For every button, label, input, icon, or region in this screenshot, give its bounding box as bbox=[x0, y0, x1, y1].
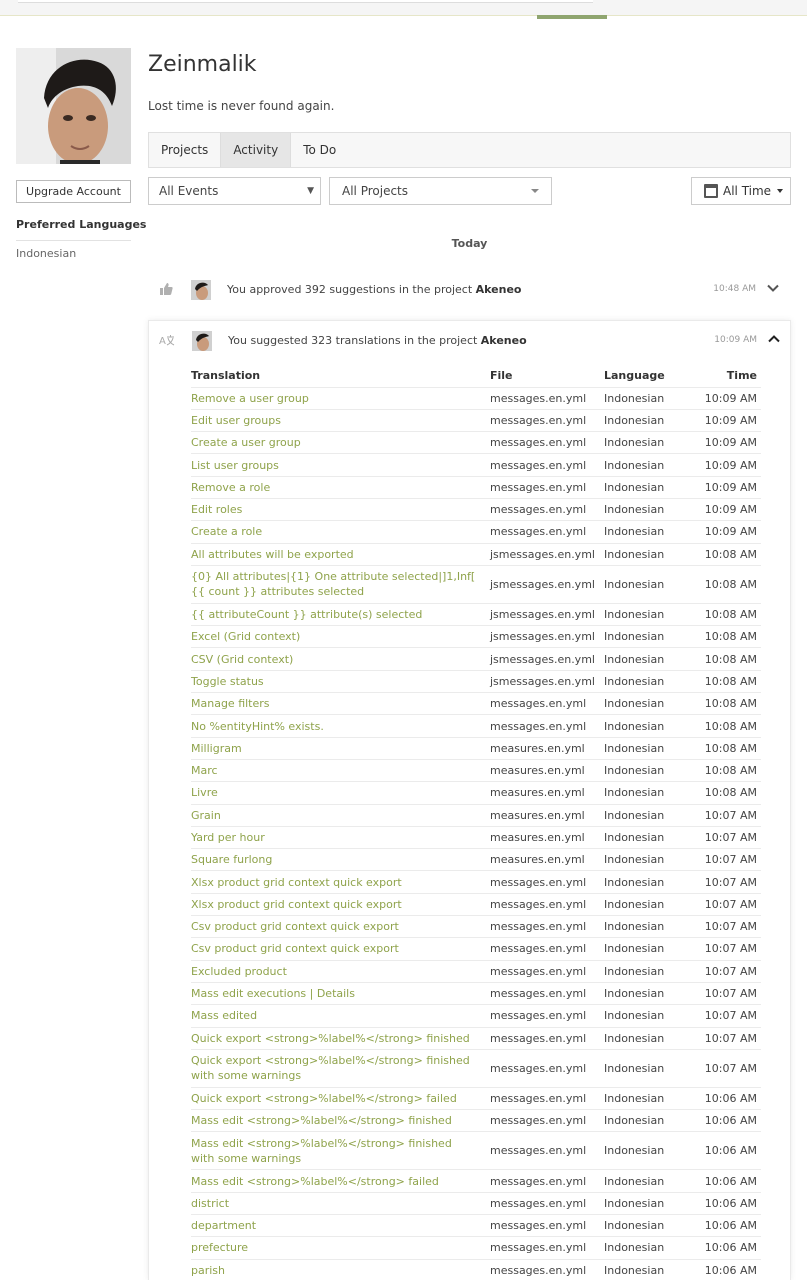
language-cell: Indonesian bbox=[604, 432, 704, 454]
table-row bbox=[191, 603, 761, 625]
table-row bbox=[191, 782, 761, 804]
translation-link[interactable]: List user groups bbox=[191, 454, 490, 476]
time-cell: 10:09 AM bbox=[704, 476, 761, 498]
table-row bbox=[191, 1027, 761, 1049]
table-row bbox=[191, 871, 761, 893]
language-cell: Indonesian bbox=[604, 1237, 704, 1259]
language-cell: Indonesian bbox=[604, 871, 704, 893]
time-cell: 10:06 AM bbox=[704, 1132, 761, 1170]
file-cell: messages.en.yml bbox=[490, 693, 604, 715]
language-cell: Indonesian bbox=[604, 1005, 704, 1027]
file-cell: messages.en.yml bbox=[490, 1110, 604, 1132]
time-cell: 10:07 AM bbox=[704, 1049, 761, 1087]
translation-link[interactable]: Mass edit <strong>%label%</strong> finished bbox=[191, 1110, 490, 1132]
table-row bbox=[191, 759, 761, 781]
language-cell: Indonesian bbox=[604, 938, 704, 960]
file-cell: messages.en.yml bbox=[490, 476, 604, 498]
file-cell: messages.en.yml bbox=[490, 982, 604, 1004]
file-cell: measures.en.yml bbox=[490, 826, 604, 848]
file-cell: measures.en.yml bbox=[490, 849, 604, 871]
top-navigation-bar bbox=[0, 0, 807, 16]
file-cell: messages.en.yml bbox=[490, 1237, 604, 1259]
table-row bbox=[191, 387, 761, 409]
language-cell: Indonesian bbox=[604, 521, 704, 543]
translation-link[interactable]: Mass edit <strong>%label%</strong> finished with some warnings bbox=[191, 1132, 490, 1170]
table-row bbox=[191, 916, 761, 938]
projects-filter-select[interactable] bbox=[329, 177, 552, 205]
translation-link[interactable]: Quick export <strong>%label%</strong> failed bbox=[191, 1087, 490, 1109]
translation-link[interactable]: Remove a role bbox=[191, 476, 490, 498]
time-cell: 10:06 AM bbox=[704, 1259, 761, 1280]
file-cell: messages.en.yml bbox=[490, 1049, 604, 1087]
language-cell: Indonesian bbox=[604, 670, 704, 692]
file-cell: messages.en.yml bbox=[490, 960, 604, 982]
tab-projects[interactable]: Projects bbox=[161, 143, 209, 157]
profile-tabs bbox=[148, 132, 791, 168]
column-header-file: File bbox=[490, 369, 513, 383]
language-cell: Indonesian bbox=[604, 1259, 704, 1280]
translation-link[interactable]: All attributes will be exported bbox=[191, 543, 490, 565]
translation-link[interactable]: district bbox=[191, 1192, 490, 1214]
column-header-language: Language bbox=[604, 369, 665, 383]
activity-text: You approved 392 suggestions in the project Akeneo bbox=[227, 283, 522, 296]
chevron-up-icon[interactable] bbox=[768, 333, 780, 346]
translation-link[interactable]: Manage filters bbox=[191, 693, 490, 715]
language-cell: Indonesian bbox=[604, 543, 704, 565]
file-cell: jsmessages.en.yml bbox=[490, 543, 604, 565]
table-row bbox=[191, 1237, 761, 1259]
translation-link[interactable]: Csv product grid context quick export bbox=[191, 938, 490, 960]
language-cell: Indonesian bbox=[604, 916, 704, 938]
language-cell: Indonesian bbox=[604, 498, 704, 520]
language-cell: Indonesian bbox=[604, 454, 704, 476]
table-row bbox=[191, 432, 761, 454]
table-row bbox=[191, 1005, 761, 1027]
table-row bbox=[191, 804, 761, 826]
active-nav-indicator bbox=[537, 15, 607, 19]
table-row bbox=[191, 565, 761, 603]
file-cell: messages.en.yml bbox=[490, 454, 604, 476]
time-cell: 10:09 AM bbox=[704, 498, 761, 520]
activity-project-link[interactable]: Akeneo bbox=[475, 283, 522, 296]
time-cell: 10:08 AM bbox=[704, 737, 761, 759]
translation-link[interactable]: Edit roles bbox=[191, 498, 490, 520]
events-filter-select[interactable] bbox=[148, 177, 321, 205]
time-cell: 10:07 AM bbox=[704, 1027, 761, 1049]
activity-time: 10:09 AM bbox=[714, 335, 757, 345]
time-cell: 10:08 AM bbox=[704, 670, 761, 692]
translation-link[interactable]: Create a user group bbox=[191, 432, 490, 454]
time-cell: 10:08 AM bbox=[704, 648, 761, 670]
file-cell: jsmessages.en.yml bbox=[490, 603, 604, 625]
file-cell: messages.en.yml bbox=[490, 1132, 604, 1170]
language-cell: Indonesian bbox=[604, 1110, 704, 1132]
time-cell: 10:07 AM bbox=[704, 938, 761, 960]
divider bbox=[16, 240, 131, 241]
table-row bbox=[191, 1170, 761, 1192]
language-cell: Indonesian bbox=[604, 1215, 704, 1237]
profile-name: Zeinmalik bbox=[148, 52, 257, 77]
day-heading: Today bbox=[451, 237, 488, 250]
translation-link[interactable]: Yard per hour bbox=[191, 826, 490, 848]
language-cell: Indonesian bbox=[604, 565, 704, 603]
translations-table bbox=[191, 365, 761, 1280]
time-cell: 10:06 AM bbox=[704, 1192, 761, 1214]
file-cell: messages.en.yml bbox=[490, 498, 604, 520]
svg-text:A: A bbox=[159, 336, 166, 347]
time-cell: 10:08 AM bbox=[704, 603, 761, 625]
file-cell: messages.en.yml bbox=[490, 1192, 604, 1214]
time-cell: 10:06 AM bbox=[704, 1170, 761, 1192]
translation-link[interactable]: Xlsx product grid context quick export bbox=[191, 893, 490, 915]
language-cell: Indonesian bbox=[604, 960, 704, 982]
activity-project-link[interactable]: Akeneo bbox=[480, 334, 527, 347]
table-row bbox=[191, 454, 761, 476]
activity-item bbox=[148, 270, 791, 310]
time-cell: 10:09 AM bbox=[704, 432, 761, 454]
table-row bbox=[191, 476, 761, 498]
file-cell: messages.en.yml bbox=[490, 871, 604, 893]
tab-activity[interactable]: Activity bbox=[220, 133, 291, 167]
language-cell: Indonesian bbox=[604, 804, 704, 826]
activity-detail-panel bbox=[148, 320, 791, 1280]
time-cell: 10:08 AM bbox=[704, 626, 761, 648]
table-row bbox=[191, 1132, 761, 1170]
table-row bbox=[191, 543, 761, 565]
table-row bbox=[191, 960, 761, 982]
language-cell: Indonesian bbox=[604, 715, 704, 737]
table-row bbox=[191, 693, 761, 715]
translation-link[interactable]: Remove a user group bbox=[191, 387, 490, 409]
translation-link[interactable]: Mass edited bbox=[191, 1005, 490, 1027]
time-cell: 10:08 AM bbox=[704, 715, 761, 737]
file-cell: messages.en.yml bbox=[490, 1215, 604, 1237]
time-cell: 10:09 AM bbox=[704, 454, 761, 476]
upgrade-account-button[interactable]: Upgrade Account bbox=[16, 180, 131, 203]
activity-text: You suggested 323 translations in the project Akeneo bbox=[228, 334, 527, 347]
translation-link[interactable]: Square furlong bbox=[191, 849, 490, 871]
file-cell: messages.en.yml bbox=[490, 409, 604, 431]
translation-link[interactable]: Mass edit executions | Details bbox=[191, 982, 490, 1004]
time-cell: 10:07 AM bbox=[704, 982, 761, 1004]
table-row bbox=[191, 938, 761, 960]
language-cell: Indonesian bbox=[604, 626, 704, 648]
file-cell: messages.en.yml bbox=[490, 893, 604, 915]
language-cell: Indonesian bbox=[604, 1170, 704, 1192]
language-cell: Indonesian bbox=[604, 1087, 704, 1109]
table-row bbox=[191, 521, 761, 543]
translation-link[interactable]: Marc bbox=[191, 759, 490, 781]
table-row bbox=[191, 849, 761, 871]
table-row bbox=[191, 1110, 761, 1132]
time-cell: 10:09 AM bbox=[704, 409, 761, 431]
file-cell: messages.en.yml bbox=[490, 1259, 604, 1280]
language-cell: Indonesian bbox=[604, 603, 704, 625]
preferred-language-item: Indonesian bbox=[16, 247, 77, 260]
time-filter-value: All Time bbox=[723, 184, 772, 198]
time-filter-button[interactable] bbox=[691, 177, 791, 205]
language-cell: Indonesian bbox=[604, 849, 704, 871]
chevron-down-icon: ▼ bbox=[307, 186, 314, 196]
user-avatar bbox=[192, 331, 212, 351]
time-cell: 10:07 AM bbox=[704, 1005, 761, 1027]
table-row bbox=[191, 982, 761, 1004]
file-cell: messages.en.yml bbox=[490, 916, 604, 938]
table-row bbox=[191, 1087, 761, 1109]
time-cell: 10:07 AM bbox=[704, 849, 761, 871]
table-row bbox=[191, 893, 761, 915]
profile-motto: Lost time is never found again. bbox=[148, 99, 335, 113]
time-cell: 10:08 AM bbox=[704, 782, 761, 804]
language-cell: Indonesian bbox=[604, 737, 704, 759]
calendar-icon bbox=[704, 184, 718, 198]
time-cell: 10:07 AM bbox=[704, 871, 761, 893]
translation-link[interactable]: CSV (Grid context) bbox=[191, 648, 490, 670]
table-row bbox=[191, 409, 761, 431]
file-cell: jsmessages.en.yml bbox=[490, 565, 604, 603]
file-cell: messages.en.yml bbox=[490, 1087, 604, 1109]
thumbs-up-icon bbox=[158, 282, 174, 298]
file-cell: messages.en.yml bbox=[490, 715, 604, 737]
table-row bbox=[191, 826, 761, 848]
time-cell: 10:06 AM bbox=[704, 1087, 761, 1109]
activity-time: 10:48 AM bbox=[713, 284, 756, 294]
table-row bbox=[191, 670, 761, 692]
file-cell: messages.en.yml bbox=[490, 387, 604, 409]
file-cell: messages.en.yml bbox=[490, 1005, 604, 1027]
time-cell: 10:07 AM bbox=[704, 916, 761, 938]
time-cell: 10:08 AM bbox=[704, 565, 761, 603]
time-cell: 10:06 AM bbox=[704, 1110, 761, 1132]
translation-link[interactable]: parish bbox=[191, 1259, 490, 1280]
table-row bbox=[191, 737, 761, 759]
language-cell: Indonesian bbox=[604, 826, 704, 848]
translation-link[interactable]: Edit user groups bbox=[191, 409, 490, 431]
translation-link[interactable]: No %entityHint% exists. bbox=[191, 715, 490, 737]
time-cell: 10:09 AM bbox=[704, 387, 761, 409]
translation-link[interactable]: Grain bbox=[191, 804, 490, 826]
language-cell: Indonesian bbox=[604, 387, 704, 409]
language-cell: Indonesian bbox=[604, 1049, 704, 1087]
translation-link[interactable]: Toggle status bbox=[191, 670, 490, 692]
column-header-time: Time bbox=[726, 369, 757, 383]
file-cell: jsmessages.en.yml bbox=[490, 670, 604, 692]
table-row bbox=[191, 648, 761, 670]
language-cell: Indonesian bbox=[604, 893, 704, 915]
translation-link[interactable]: {0} All attributes|{1} One attribute selected|]1,Inf[ {{ count }} attributes selected bbox=[191, 565, 490, 603]
translation-link[interactable]: Excel (Grid context) bbox=[191, 626, 490, 648]
language-cell: Indonesian bbox=[604, 1132, 704, 1170]
file-cell: messages.en.yml bbox=[490, 521, 604, 543]
translation-link[interactable]: prefecture bbox=[191, 1237, 490, 1259]
time-cell: 10:07 AM bbox=[704, 893, 761, 915]
projects-filter-value: All Projects bbox=[342, 184, 408, 198]
file-cell: messages.en.yml bbox=[490, 938, 604, 960]
language-cell: Indonesian bbox=[604, 693, 704, 715]
translation-link[interactable]: Csv product grid context quick export bbox=[191, 916, 490, 938]
table-row bbox=[191, 1192, 761, 1214]
translation-link[interactable]: department bbox=[191, 1215, 490, 1237]
language-cell: Indonesian bbox=[604, 782, 704, 804]
translations-table-body bbox=[191, 387, 761, 1280]
caret-down-icon bbox=[531, 189, 539, 193]
column-header-translation: Translation bbox=[191, 369, 261, 383]
time-cell: 10:07 AM bbox=[704, 804, 761, 826]
file-cell: measures.en.yml bbox=[490, 759, 604, 781]
translation-link[interactable]: Livre bbox=[191, 782, 490, 804]
file-cell: jsmessages.en.yml bbox=[490, 626, 604, 648]
translation-link[interactable]: Mass edit <strong>%label%</strong> failed bbox=[191, 1170, 490, 1192]
table-row bbox=[191, 715, 761, 737]
language-cell: Indonesian bbox=[604, 759, 704, 781]
caret-down-icon bbox=[777, 189, 783, 193]
table-header-row bbox=[191, 365, 761, 387]
file-cell: measures.en.yml bbox=[490, 804, 604, 826]
table-row bbox=[191, 1049, 761, 1087]
user-avatar bbox=[191, 280, 211, 300]
profile-avatar bbox=[16, 48, 131, 164]
events-filter-value: All Events bbox=[159, 184, 219, 198]
file-cell: measures.en.yml bbox=[490, 737, 604, 759]
language-cell: Indonesian bbox=[604, 648, 704, 670]
translation-link[interactable]: {{ attributeCount }} attribute(s) selected bbox=[191, 603, 490, 625]
table-row bbox=[191, 1215, 761, 1237]
activity-item bbox=[149, 321, 792, 361]
time-cell: 10:07 AM bbox=[704, 960, 761, 982]
language-cell: Indonesian bbox=[604, 409, 704, 431]
chevron-down-icon[interactable] bbox=[767, 282, 779, 295]
preferred-languages-title: Preferred Languages bbox=[16, 218, 147, 231]
translate-icon bbox=[159, 333, 175, 349]
translation-link[interactable]: Xlsx product grid context quick export bbox=[191, 871, 490, 893]
language-cell: Indonesian bbox=[604, 1192, 704, 1214]
translation-link[interactable]: Milligram bbox=[191, 737, 490, 759]
table-row bbox=[191, 498, 761, 520]
translation-link[interactable]: Quick export <strong>%label%</strong> finished bbox=[191, 1027, 490, 1049]
translation-link[interactable]: Create a role bbox=[191, 521, 490, 543]
file-cell: jsmessages.en.yml bbox=[490, 648, 604, 670]
time-cell: 10:08 AM bbox=[704, 543, 761, 565]
language-cell: Indonesian bbox=[604, 476, 704, 498]
time-cell: 10:06 AM bbox=[704, 1215, 761, 1237]
top-search-area bbox=[18, 0, 593, 3]
translation-link[interactable]: Quick export <strong>%label%</strong> finished with some warnings bbox=[191, 1049, 490, 1087]
table-row bbox=[191, 1259, 761, 1280]
time-cell: 10:07 AM bbox=[704, 826, 761, 848]
time-cell: 10:06 AM bbox=[704, 1237, 761, 1259]
translation-link[interactable]: Excluded product bbox=[191, 960, 490, 982]
table-row bbox=[191, 626, 761, 648]
time-cell: 10:09 AM bbox=[704, 521, 761, 543]
time-cell: 10:08 AM bbox=[704, 693, 761, 715]
file-cell: messages.en.yml bbox=[490, 1170, 604, 1192]
language-cell: Indonesian bbox=[604, 982, 704, 1004]
file-cell: messages.en.yml bbox=[490, 1027, 604, 1049]
tab-to-do[interactable]: To Do bbox=[303, 143, 337, 157]
language-cell: Indonesian bbox=[604, 1027, 704, 1049]
file-cell: messages.en.yml bbox=[490, 432, 604, 454]
time-cell: 10:08 AM bbox=[704, 759, 761, 781]
file-cell: measures.en.yml bbox=[490, 782, 604, 804]
